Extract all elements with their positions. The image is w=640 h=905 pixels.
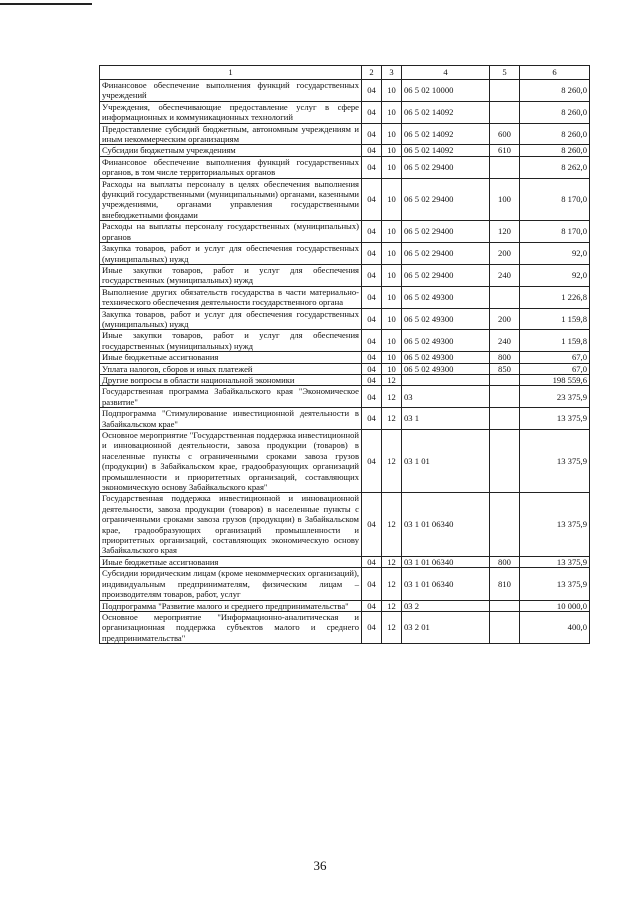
row-target-code-cell: 06 5 02 10000 — [402, 80, 490, 102]
table-row — [100, 145, 590, 156]
row-section-cell: 04 — [362, 386, 382, 408]
row-target-code-cell: 03 2 — [402, 600, 490, 611]
top-rule — [0, 3, 92, 5]
row-expense-type-cell: 850 — [490, 363, 520, 374]
row-target-code-cell: 03 2 01 — [402, 611, 490, 643]
table-header-row — [100, 66, 590, 80]
row-expense-type-cell: 800 — [490, 556, 520, 567]
row-subsection-cell: 12 — [382, 611, 402, 643]
row-expense-type-cell — [490, 408, 520, 430]
row-amount-cell: 198 559,6 — [520, 374, 590, 385]
row-name-cell: Закупка товаров, работ и услуг для обеспечения государственных (муниципальных) нужд — [100, 308, 362, 330]
row-subsection-cell: 10 — [382, 330, 402, 352]
row-expense-type-cell: 810 — [490, 568, 520, 600]
row-section-cell: 04 — [362, 374, 382, 385]
header-col-6: 6 — [520, 66, 590, 80]
row-section-cell: 04 — [362, 243, 382, 265]
row-subsection-cell: 10 — [382, 101, 402, 123]
row-target-code-cell: 06 5 02 14092 — [402, 101, 490, 123]
table-row — [100, 600, 590, 611]
row-subsection-cell: 12 — [382, 430, 402, 493]
row-expense-type-cell: 800 — [490, 352, 520, 363]
row-expense-type-cell: 200 — [490, 243, 520, 265]
row-section-cell: 04 — [362, 556, 382, 567]
row-target-code-cell: 06 5 02 14092 — [402, 145, 490, 156]
row-expense-type-cell — [490, 374, 520, 385]
row-section-cell: 04 — [362, 430, 382, 493]
row-target-code-cell: 03 1 01 — [402, 430, 490, 493]
row-subsection-cell: 12 — [382, 493, 402, 556]
table-row — [100, 611, 590, 643]
row-name-cell: Выполнение других обязательств государства в части материально-технического обеспечения деятельности государственного органа — [100, 286, 362, 308]
table-row — [100, 221, 590, 243]
table-row — [100, 80, 590, 102]
row-subsection-cell: 10 — [382, 352, 402, 363]
row-subsection-cell: 10 — [382, 156, 402, 178]
header-col-1: 1 — [100, 66, 362, 80]
row-amount-cell: 1 159,8 — [520, 308, 590, 330]
row-name-cell: Иные бюджетные ассигнования — [100, 352, 362, 363]
table-row — [100, 430, 590, 493]
row-subsection-cell: 10 — [382, 221, 402, 243]
table-row — [100, 123, 590, 145]
table-row — [100, 178, 590, 221]
row-section-cell: 04 — [362, 156, 382, 178]
row-section-cell: 04 — [362, 568, 382, 600]
table-row — [100, 374, 590, 385]
row-expense-type-cell: 600 — [490, 123, 520, 145]
row-expense-type-cell: 240 — [490, 330, 520, 352]
header-col-2: 2 — [362, 66, 382, 80]
row-amount-cell: 23 375,9 — [520, 386, 590, 408]
row-subsection-cell: 10 — [382, 178, 402, 221]
row-target-code-cell: 06 5 02 29400 — [402, 178, 490, 221]
row-expense-type-cell: 610 — [490, 145, 520, 156]
row-expense-type-cell — [490, 600, 520, 611]
row-amount-cell: 1 226,8 — [520, 286, 590, 308]
row-target-code-cell: 06 5 02 49300 — [402, 363, 490, 374]
row-amount-cell: 8 260,0 — [520, 145, 590, 156]
row-subsection-cell: 10 — [382, 363, 402, 374]
row-subsection-cell: 12 — [382, 556, 402, 567]
row-expense-type-cell — [490, 386, 520, 408]
row-section-cell: 04 — [362, 493, 382, 556]
row-subsection-cell: 10 — [382, 308, 402, 330]
row-subsection-cell: 10 — [382, 243, 402, 265]
row-subsection-cell: 12 — [382, 600, 402, 611]
row-section-cell: 04 — [362, 408, 382, 430]
row-target-code-cell: 03 1 01 06340 — [402, 493, 490, 556]
row-expense-type-cell — [490, 430, 520, 493]
row-section-cell: 04 — [362, 330, 382, 352]
row-target-code-cell: 06 5 02 49300 — [402, 286, 490, 308]
row-expense-type-cell — [490, 80, 520, 102]
row-amount-cell: 1 159,8 — [520, 330, 590, 352]
row-amount-cell: 8 260,0 — [520, 101, 590, 123]
row-amount-cell: 67,0 — [520, 352, 590, 363]
row-name-cell: Финансовое обеспечение выполнения функций государственных органов, в том числе территориальных органов — [100, 156, 362, 178]
table-row — [100, 101, 590, 123]
row-target-code-cell: 06 5 02 29400 — [402, 221, 490, 243]
row-section-cell: 04 — [362, 178, 382, 221]
row-name-cell: Учреждения, обеспечивающие предоставление услуг в сфере информационных и коммуникационных технологий — [100, 101, 362, 123]
row-subsection-cell: 12 — [382, 386, 402, 408]
table-row — [100, 156, 590, 178]
table-row — [100, 243, 590, 265]
row-target-code-cell: 03 1 01 06340 — [402, 568, 490, 600]
table-row — [100, 493, 590, 556]
row-target-code-cell: 03 1 01 06340 — [402, 556, 490, 567]
row-subsection-cell: 10 — [382, 80, 402, 102]
table-row — [100, 363, 590, 374]
row-name-cell: Субсидии юридическим лицам (кроме некоммерческих организаций), индивидуальным предпринимателям, физическим лицам – производителям товаров, работ, услуг — [100, 568, 362, 600]
row-subsection-cell: 12 — [382, 374, 402, 385]
row-expense-type-cell — [490, 101, 520, 123]
row-amount-cell: 8 170,0 — [520, 178, 590, 221]
row-name-cell: Иные закупки товаров, работ и услуг для обеспечения государственных (муниципальных) нужд — [100, 264, 362, 286]
page-number: 36 — [313, 858, 327, 873]
row-section-cell: 04 — [362, 286, 382, 308]
row-amount-cell: 92,0 — [520, 264, 590, 286]
row-name-cell: Расходы на выплаты персоналу государственных (муниципальных) органов — [100, 221, 362, 243]
table-row — [100, 308, 590, 330]
row-expense-type-cell: 100 — [490, 178, 520, 221]
row-expense-type-cell: 240 — [490, 264, 520, 286]
row-expense-type-cell — [490, 493, 520, 556]
row-expense-type-cell: 200 — [490, 308, 520, 330]
row-name-cell: Государственная программа Забайкальского края "Экономическое развитие" — [100, 386, 362, 408]
row-expense-type-cell — [490, 286, 520, 308]
row-amount-cell: 13 375,9 — [520, 568, 590, 600]
row-name-cell: Подпрограмма "Развитие малого и среднего предпринимательства" — [100, 600, 362, 611]
row-name-cell: Финансовое обеспечение выполнения функций государственных учреждений — [100, 80, 362, 102]
row-amount-cell: 400,0 — [520, 611, 590, 643]
row-subsection-cell: 10 — [382, 264, 402, 286]
row-name-cell: Подпрограмма "Стимулирование инвестиционной деятельности в Забайкальском крае" — [100, 408, 362, 430]
budget-table-body — [100, 66, 590, 644]
row-amount-cell: 13 375,9 — [520, 430, 590, 493]
budget-table — [99, 65, 590, 644]
row-name-cell: Иные закупки товаров, работ и услуг для обеспечения государственных (муниципальных) нужд — [100, 330, 362, 352]
row-subsection-cell: 10 — [382, 123, 402, 145]
row-section-cell: 04 — [362, 363, 382, 374]
row-subsection-cell: 12 — [382, 408, 402, 430]
row-section-cell: 04 — [362, 101, 382, 123]
row-target-code-cell: 06 5 02 29400 — [402, 156, 490, 178]
row-section-cell: 04 — [362, 221, 382, 243]
row-target-code-cell: 06 5 02 29400 — [402, 243, 490, 265]
row-name-cell: Расходы на выплаты персоналу в целях обеспечения выполнения функций государственными (муниципальными) органами, казенными учреждениями, органами управления государственными внебюджетными фондами — [100, 178, 362, 221]
row-amount-cell: 13 375,9 — [520, 408, 590, 430]
row-section-cell: 04 — [362, 352, 382, 363]
header-col-4: 4 — [402, 66, 490, 80]
table-row — [100, 264, 590, 286]
row-amount-cell: 92,0 — [520, 243, 590, 265]
row-section-cell: 04 — [362, 611, 382, 643]
row-section-cell: 04 — [362, 123, 382, 145]
row-subsection-cell: 10 — [382, 145, 402, 156]
row-name-cell: Другие вопросы в области национальной экономики — [100, 374, 362, 385]
row-target-code-cell — [402, 374, 490, 385]
row-amount-cell: 8 260,0 — [520, 80, 590, 102]
table-row — [100, 568, 590, 600]
row-amount-cell: 13 375,9 — [520, 556, 590, 567]
row-target-code-cell: 06 5 02 49300 — [402, 352, 490, 363]
row-section-cell: 04 — [362, 80, 382, 102]
table-row — [100, 386, 590, 408]
row-target-code-cell: 06 5 02 14092 — [402, 123, 490, 145]
header-col-3: 3 — [382, 66, 402, 80]
row-name-cell: Закупка товаров, работ и услуг для обеспечения государственных (муниципальных) нужд — [100, 243, 362, 265]
row-target-code-cell: 06 5 02 49300 — [402, 308, 490, 330]
row-subsection-cell: 12 — [382, 568, 402, 600]
row-name-cell: Уплата налогов, сборов и иных платежей — [100, 363, 362, 374]
row-section-cell: 04 — [362, 264, 382, 286]
row-target-code-cell: 03 — [402, 386, 490, 408]
row-amount-cell: 67,0 — [520, 363, 590, 374]
row-amount-cell: 13 375,9 — [520, 493, 590, 556]
row-section-cell: 04 — [362, 145, 382, 156]
row-name-cell: Предоставление субсидий бюджетным, автономным учреждениям и иным некоммерческим организациям — [100, 123, 362, 145]
row-name-cell: Основное мероприятие "Информационно-аналитическая и организационная поддержка субъектов малого и среднего предпринимательства" — [100, 611, 362, 643]
table-row — [100, 556, 590, 567]
row-section-cell: 04 — [362, 600, 382, 611]
row-target-code-cell: 06 5 02 29400 — [402, 264, 490, 286]
row-name-cell: Иные бюджетные ассигнования — [100, 556, 362, 567]
table-row — [100, 330, 590, 352]
row-name-cell: Основное мероприятие "Государственная поддержка инвестиционной и инновационной деятельности, завоза продукции (товаров) в населенные пункты с ограниченными сроками завоза грузов (продукции) в Забайкальском крае, градообразующих организаций промышленности и приоритетных организаций, составляющих экономическую основу Забайкальского края" — [100, 430, 362, 493]
row-target-code-cell: 06 5 02 49300 — [402, 330, 490, 352]
row-section-cell: 04 — [362, 308, 382, 330]
row-amount-cell: 10 000,0 — [520, 600, 590, 611]
row-expense-type-cell — [490, 156, 520, 178]
table-row — [100, 286, 590, 308]
header-col-5: 5 — [490, 66, 520, 80]
row-name-cell: Государственная поддержка инвестиционной и инновационной деятельности, завоза продукции (товаров) в населенные пункты с ограниченными сроками завоза грузов (продукции) в Забайкальском крае, градообразующих организаций промышленности и приоритетных организаций, составляющих экономическую основу Забайкальского края — [100, 493, 362, 556]
table-row — [100, 352, 590, 363]
row-amount-cell: 8 262,0 — [520, 156, 590, 178]
row-expense-type-cell: 120 — [490, 221, 520, 243]
row-subsection-cell: 10 — [382, 286, 402, 308]
row-amount-cell: 8 170,0 — [520, 221, 590, 243]
row-expense-type-cell — [490, 611, 520, 643]
row-amount-cell: 8 260,0 — [520, 123, 590, 145]
row-target-code-cell: 03 1 — [402, 408, 490, 430]
table-row — [100, 408, 590, 430]
row-name-cell: Субсидии бюджетным учреждениям — [100, 145, 362, 156]
